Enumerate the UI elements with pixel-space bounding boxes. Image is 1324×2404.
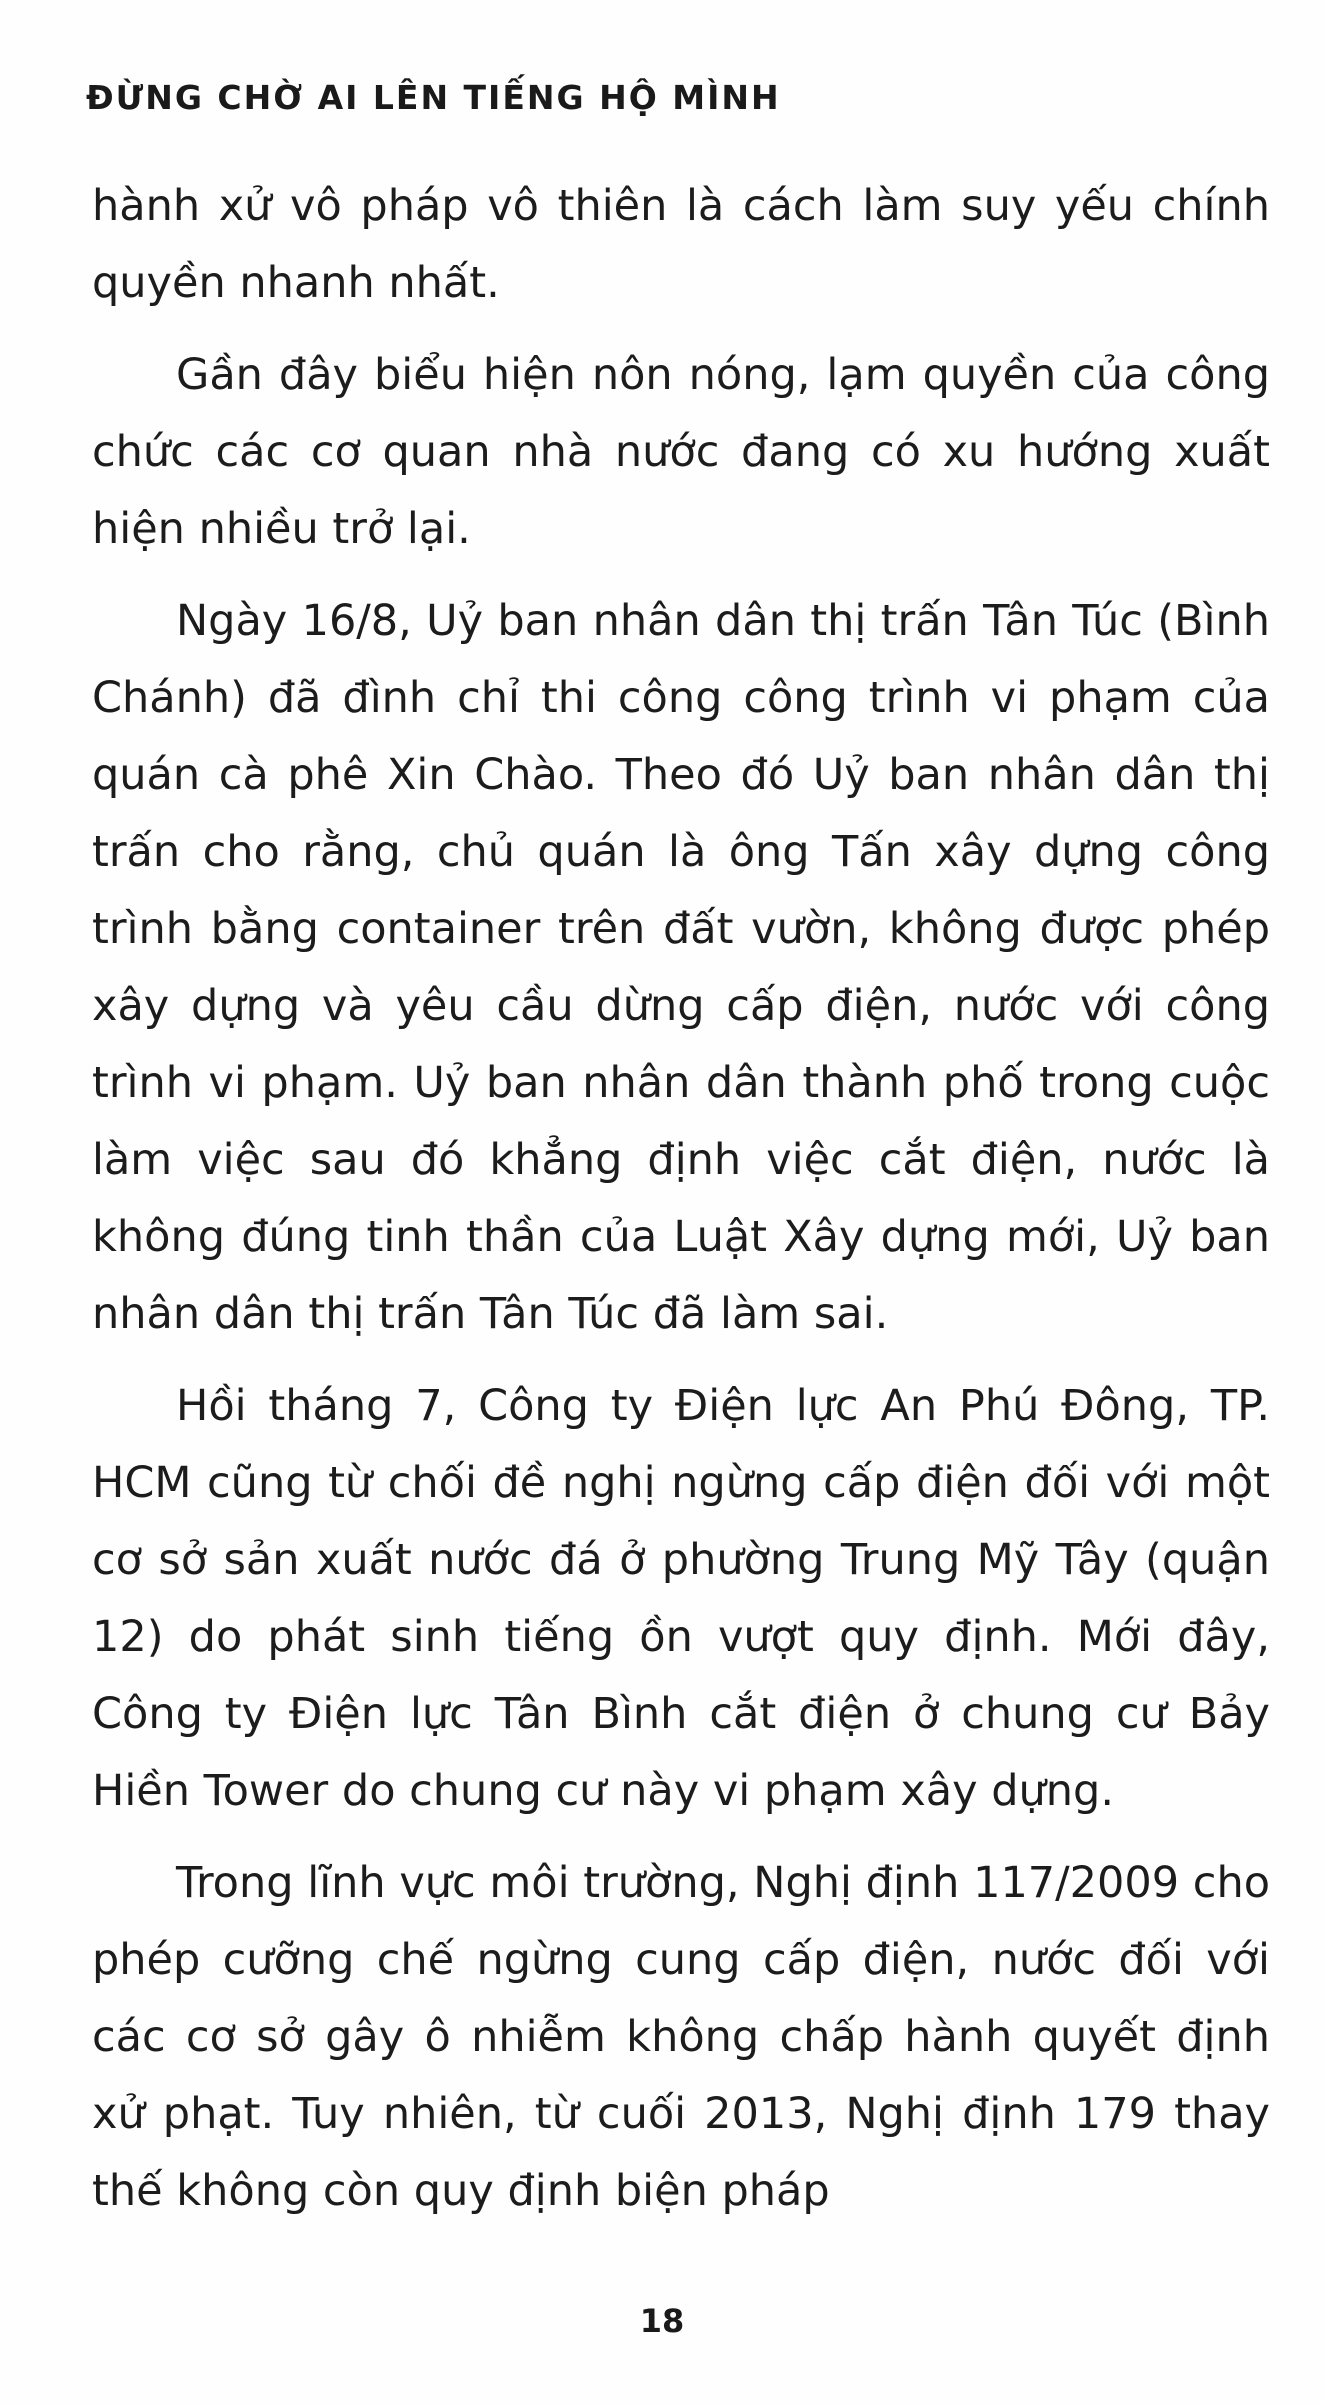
running-header-title: ĐỪNG CHỜ AI LÊN TIẾNG HỘ MÌNH xyxy=(86,78,781,117)
paragraph: Hồi tháng 7, Công ty Điện lực An Phú Đông, TP. HCM cũng từ chối đề nghị ngừng cấp điện đối với một cơ sở sản xuất nước đá ở phường Trung Mỹ Tây (quận 12) do phát sinh tiếng ồn vượt quy định. Mới đây, Công ty Điện lực Tân Bình cắt điện ở chung cư Bảy Hiền Tower do chung cư này vi phạm xây dựng. xyxy=(92,1381,1270,1816)
paragraph: Gần đây biểu hiện nôn nóng, lạm quyền của công chức các cơ quan nhà nước đang có xu hướng xuất hiện nhiều trở lại. xyxy=(92,350,1270,554)
paragraph: Ngày 16/8, Uỷ ban nhân dân thị trấn Tân Túc (Bình Chánh) đã đình chỉ thi công công trình vi phạm của quán cà phê Xin Chào. Theo đó Uỷ ban nhân dân thị trấn cho rằng, chủ quán là ông Tấn xây dựng công trình bằng container trên đất vườn, không được phép xây dựng và yêu cầu dừng cấp điện, nước với công trình vi phạm. Uỷ ban nhân dân thành phố trong cuộc làm việc sau đó khẳng định việc cắt điện, nước là không đúng tinh thần của Luật Xây dựng mới, Uỷ ban nhân dân thị trấn Tân Túc đã làm sai. xyxy=(92,596,1270,1339)
paragraph: Trong lĩnh vực môi trường, Nghị định 117/2009 cho phép cưỡng chế ngừng cung cấp điện, nước đối với các cơ sở gây ô nhiễm không chấp hành quyết định xử phạt. Tuy nhiên, từ cuối 2013, Nghị định 179 thay thế không còn quy định biện pháp xyxy=(92,1858,1270,2216)
body-text xyxy=(92,168,1270,2245)
paragraph-continuation: hành xử vô pháp vô thiên là cách làm suy yếu chính quyền nhanh nhất. xyxy=(92,181,1270,308)
page-number: 18 xyxy=(639,2302,685,2340)
